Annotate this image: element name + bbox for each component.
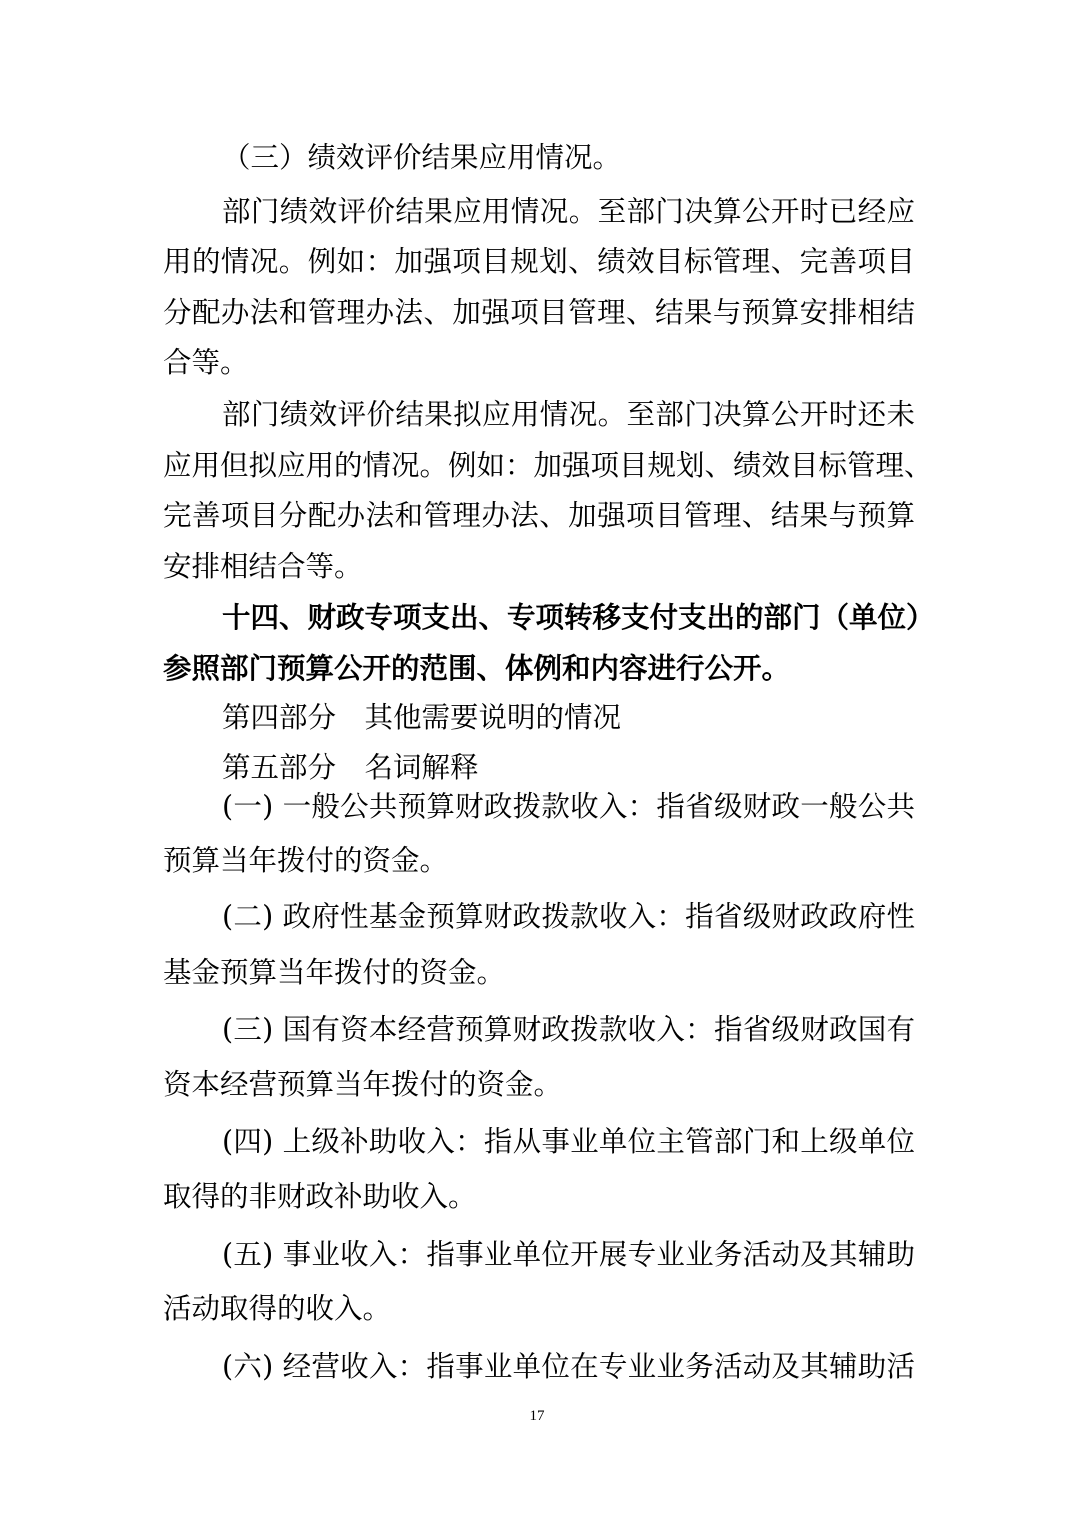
definition-line: (一) 一般公共预算财政拨款收入：指省级财政一般公共 (222, 790, 915, 823)
definition-line: 资本经营预算当年拨付的资金。 (163, 1068, 563, 1101)
definition-line: (五) 事业收入：指事业单位开展专业业务活动及其辅助 (222, 1238, 915, 1271)
section-heading-performance-results: （三）绩效评价结果应用情况。 (222, 141, 622, 174)
paragraph-line: 应用但拟应用的情况。例如：加强项目规划、绩效目标管理、 (163, 449, 933, 482)
bold-section-heading: 十四、财政专项支出、专项转移支付支出的部门（单位） (222, 601, 935, 634)
page-number: 17 (529, 1408, 545, 1424)
definition-line: 取得的非财政补助收入。 (163, 1180, 477, 1213)
paragraph-line: 合等。 (163, 346, 249, 379)
part-four-heading: 第四部分 其他需要说明的情况 (222, 701, 622, 734)
paragraph-line: 分配办法和管理办法、加强项目管理、结果与预算安排相结 (163, 296, 915, 329)
bold-section-heading-continuation: 参照部门预算公开的范围、体例和内容进行公开。 (163, 652, 791, 685)
part-five-heading: 第五部分 名词解释 (222, 751, 479, 784)
paragraph-line: 完善项目分配办法和管理办法、加强项目管理、结果与预算 (163, 499, 915, 532)
definition-line: (三) 国有资本经营预算财政拨款收入：指省级财政国有 (222, 1013, 915, 1046)
definition-line: (二) 政府性基金预算财政拨款收入：指省级财政政府性 (222, 900, 915, 933)
definition-line: 预算当年拨付的资金。 (163, 844, 449, 877)
paragraph-line: 部门绩效评价结果拟应用情况。至部门决算公开时还未 (222, 398, 915, 431)
definition-line: (四) 上级补助收入：指从事业单位主管部门和上级单位 (222, 1125, 915, 1158)
definition-line: 活动取得的收入。 (163, 1292, 392, 1325)
definition-line: (六) 经营收入：指事业单位在专业业务活动及其辅助活 (222, 1350, 915, 1383)
paragraph-line: 安排相结合等。 (163, 550, 363, 583)
paragraph-line: 用的情况。例如：加强项目规划、绩效目标管理、完善项目 (163, 245, 915, 278)
definition-line: 基金预算当年拨付的资金。 (163, 956, 506, 989)
paragraph-line: 部门绩效评价结果应用情况。至部门决算公开时已经应 (222, 195, 915, 228)
